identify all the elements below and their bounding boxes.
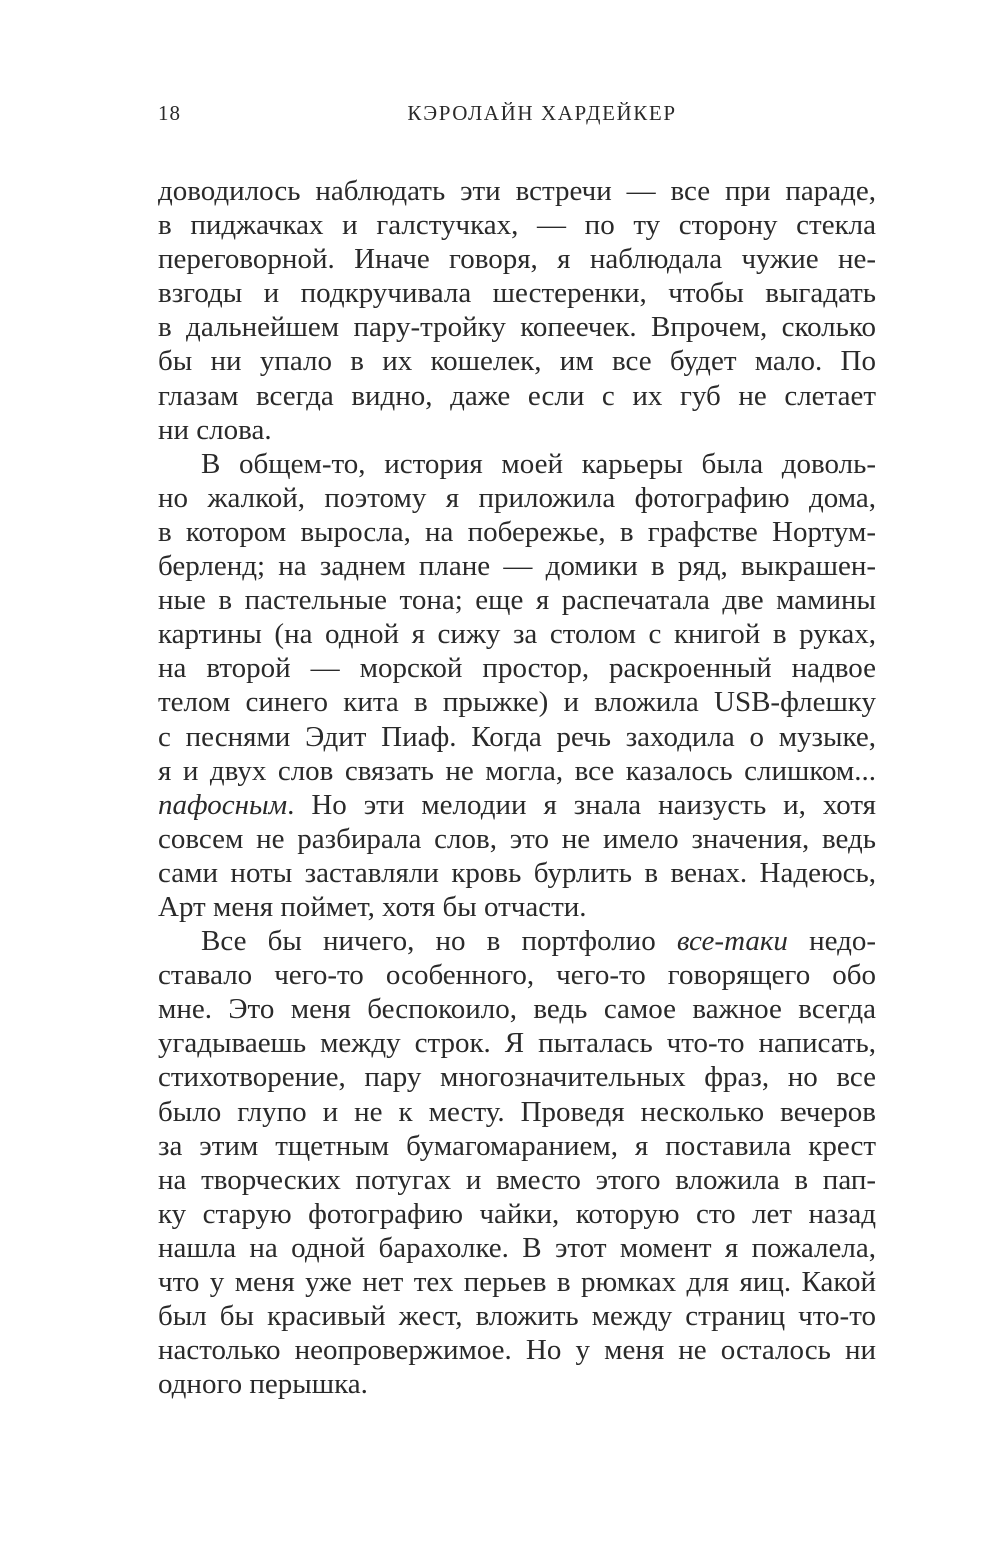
text-line: что у меня уже нет тех перьев в рюмках для яиц. Какой <box>158 1266 876 1298</box>
text-line: В общем-то, история моей карьеры была доволь- <box>201 447 876 480</box>
text-line <box>158 788 876 822</box>
text-line: в котором выросла, на побережье, в графстве Нортум- <box>158 515 876 548</box>
text-line: за этим тщетным бумагомаранием, я поставила крест <box>158 1129 876 1162</box>
text-line: ку старую фотографию чайки, которую сто лет назад <box>158 1197 876 1230</box>
body-text <box>158 174 876 1401</box>
text-line: был бы красивый жест, вложить между страниц что-то <box>158 1300 876 1333</box>
text-line: переговорной. Иначе говоря, я наблюдала чужие не- <box>158 243 876 276</box>
text-line: бы ни упало в их кошелек, им все будет мало. По <box>158 345 876 378</box>
italic-word: все-таки <box>676 925 788 958</box>
text-line: совсем не разбирала слов, это не имело значения, ведь <box>158 822 876 855</box>
text-line: ни слова. <box>158 413 272 446</box>
page-number: 18 <box>158 101 181 125</box>
text-line: нашла на одной барахолке. В этот момент я пожалела, <box>158 1231 876 1264</box>
text-line: было глупо и не к месту. Проведя несколько вечеров <box>158 1095 876 1128</box>
text-line: мне. Это меня беспокоило, ведь самое важное всегда <box>158 993 876 1026</box>
text-line: телом синего кита в прыжке) и вложила USB-флешку <box>158 686 876 719</box>
italic-word: пафосным <box>158 788 288 821</box>
text-line: одного перышка. <box>158 1368 368 1401</box>
text-line <box>158 924 876 958</box>
text-line: на творческих потугах и вместо этого вложила в пап- <box>158 1163 876 1196</box>
text-line: стихотворение, пару многозначительных фраз, но все <box>158 1061 876 1094</box>
text-run: недо- <box>787 925 876 958</box>
text-run: Все бы ничего, но в портфолио <box>201 925 677 958</box>
text-line: взгоды и подкручивала шестеренки, чтобы выгадать <box>158 277 876 310</box>
text-line: берленд; на заднем плане — домики в ряд, выкрашен- <box>158 550 876 583</box>
text-line: угадываешь между строк. Я пыталась что-то написать, <box>158 1027 876 1060</box>
text-line: в пиджачках и галстучках, — по ту сторону стекла <box>158 209 876 242</box>
text-line: но жалкой, поэтому я приложила фотографию дома, <box>158 481 876 514</box>
text-line: Арт меня поймет, хотя бы отчасти. <box>158 890 587 923</box>
text-line: картины (на одной я сижу за столом с книгой в руках, <box>158 618 876 651</box>
text-run: . Но эти мелодии я знала наизусть и, хотя <box>287 788 876 821</box>
text-line: в дальнейшем пару-тройку копеечек. Впрочем, сколько <box>158 311 876 344</box>
text-line: я и двух слов связать не могла, все казалось слишком... <box>158 754 876 787</box>
text-line: на второй — морской простор, раскроенный надвое <box>158 652 876 685</box>
text-line: глазам всегда видно, даже если с их губ не слетает <box>158 379 876 412</box>
running-head-author: КЭРОЛАЙН ХАРДЕЙКЕР <box>407 101 677 125</box>
text-line: сами ноты заставляли кровь бурлить в венах. Надеюсь, <box>158 856 876 889</box>
text-line: доводилось наблюдать эти встречи — все при параде, <box>158 175 876 207</box>
text-line: ные в пастельные тона; еще я распечатала две мамины <box>158 584 876 617</box>
text-line: ставало чего-то особенного, чего-то говорящего обо <box>158 959 876 992</box>
text-line: настолько неопровержимое. Но у меня не осталось ни <box>158 1334 876 1367</box>
running-head <box>158 101 876 135</box>
text-line: с песнями Эдит Пиаф. Когда речь заходила о музыке, <box>158 720 876 753</box>
